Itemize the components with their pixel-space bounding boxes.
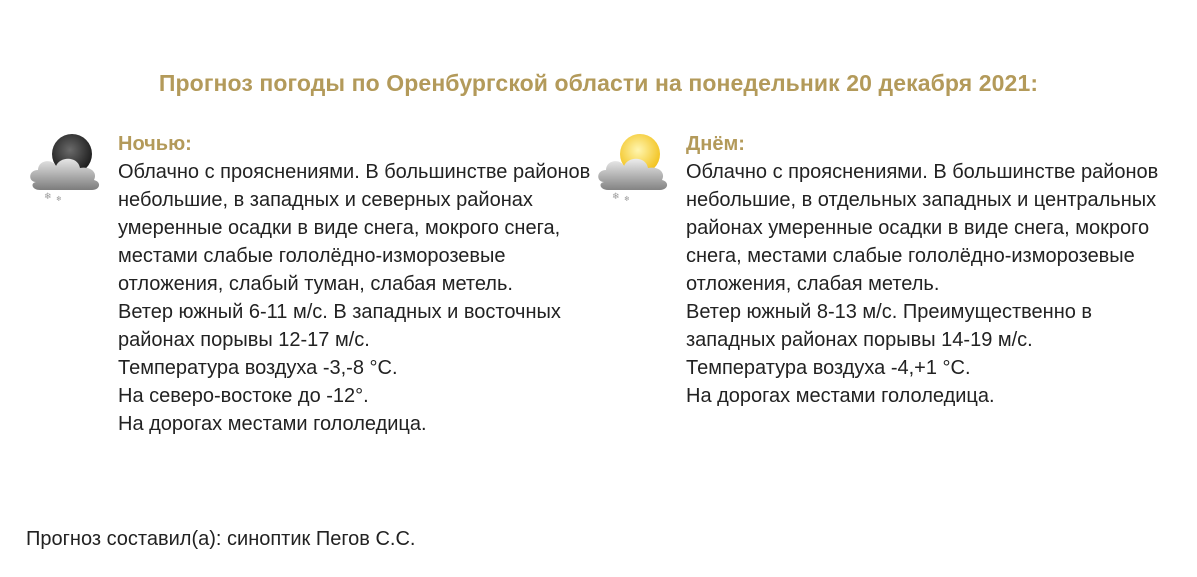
- day-label: Днём:: [686, 133, 745, 155]
- night-conditions: Облачно с прояснениями. В большинстве районов небольшие, в западных и северных районах умеренные осадки в виде снега, мокрого снега, местами слабые гололёдно-изморозевые отложения, слабый туман, слабая метель.: [118, 161, 591, 295]
- night-roads: На дорогах местами гололедица.: [118, 413, 427, 435]
- forecast-author: Прогноз составил(а): синоптик Пегов С.С.: [26, 528, 416, 550]
- day-conditions: Облачно с прояснениями. В большинстве районов небольшие, в отдельных западных и центральных районах умеренные осадки в виде снега, мокрого снега, местами слабые гололёдно-изморозевые отложения, слабая метель.: [686, 161, 1159, 295]
- night-label: Ночью:: [118, 133, 192, 155]
- day-roads: На дорогах местами гололедица.: [686, 385, 995, 407]
- night-temperature-northeast: На северо-востоке до -12°.: [118, 385, 369, 407]
- night-temperature: Температура воздуха -3,-8 °С.: [118, 357, 398, 379]
- day-temperature: Температура воздуха -4,+1 °С.: [686, 357, 971, 379]
- page-title: Прогноз погоды по Оренбургской области на понедельник 20 декабря 2021:: [158, 70, 1039, 96]
- day-cloudy-snow-icon: [594, 130, 680, 202]
- night-cloudy-snow-icon: [26, 130, 112, 202]
- svg-text:❄: ❄: [624, 195, 630, 202]
- day-wind: Ветер южный 8-13 м/с. Преимущественно в западных районах порывы 14-19 м/с.: [686, 301, 1093, 351]
- svg-text:❄: ❄: [44, 192, 52, 202]
- svg-text:❄: ❄: [56, 195, 62, 202]
- night-wind: Ветер южный 6-11 м/с. В западных и восточных районах порывы 12-17 м/с.: [118, 301, 561, 351]
- svg-text:❄: ❄: [612, 192, 620, 202]
